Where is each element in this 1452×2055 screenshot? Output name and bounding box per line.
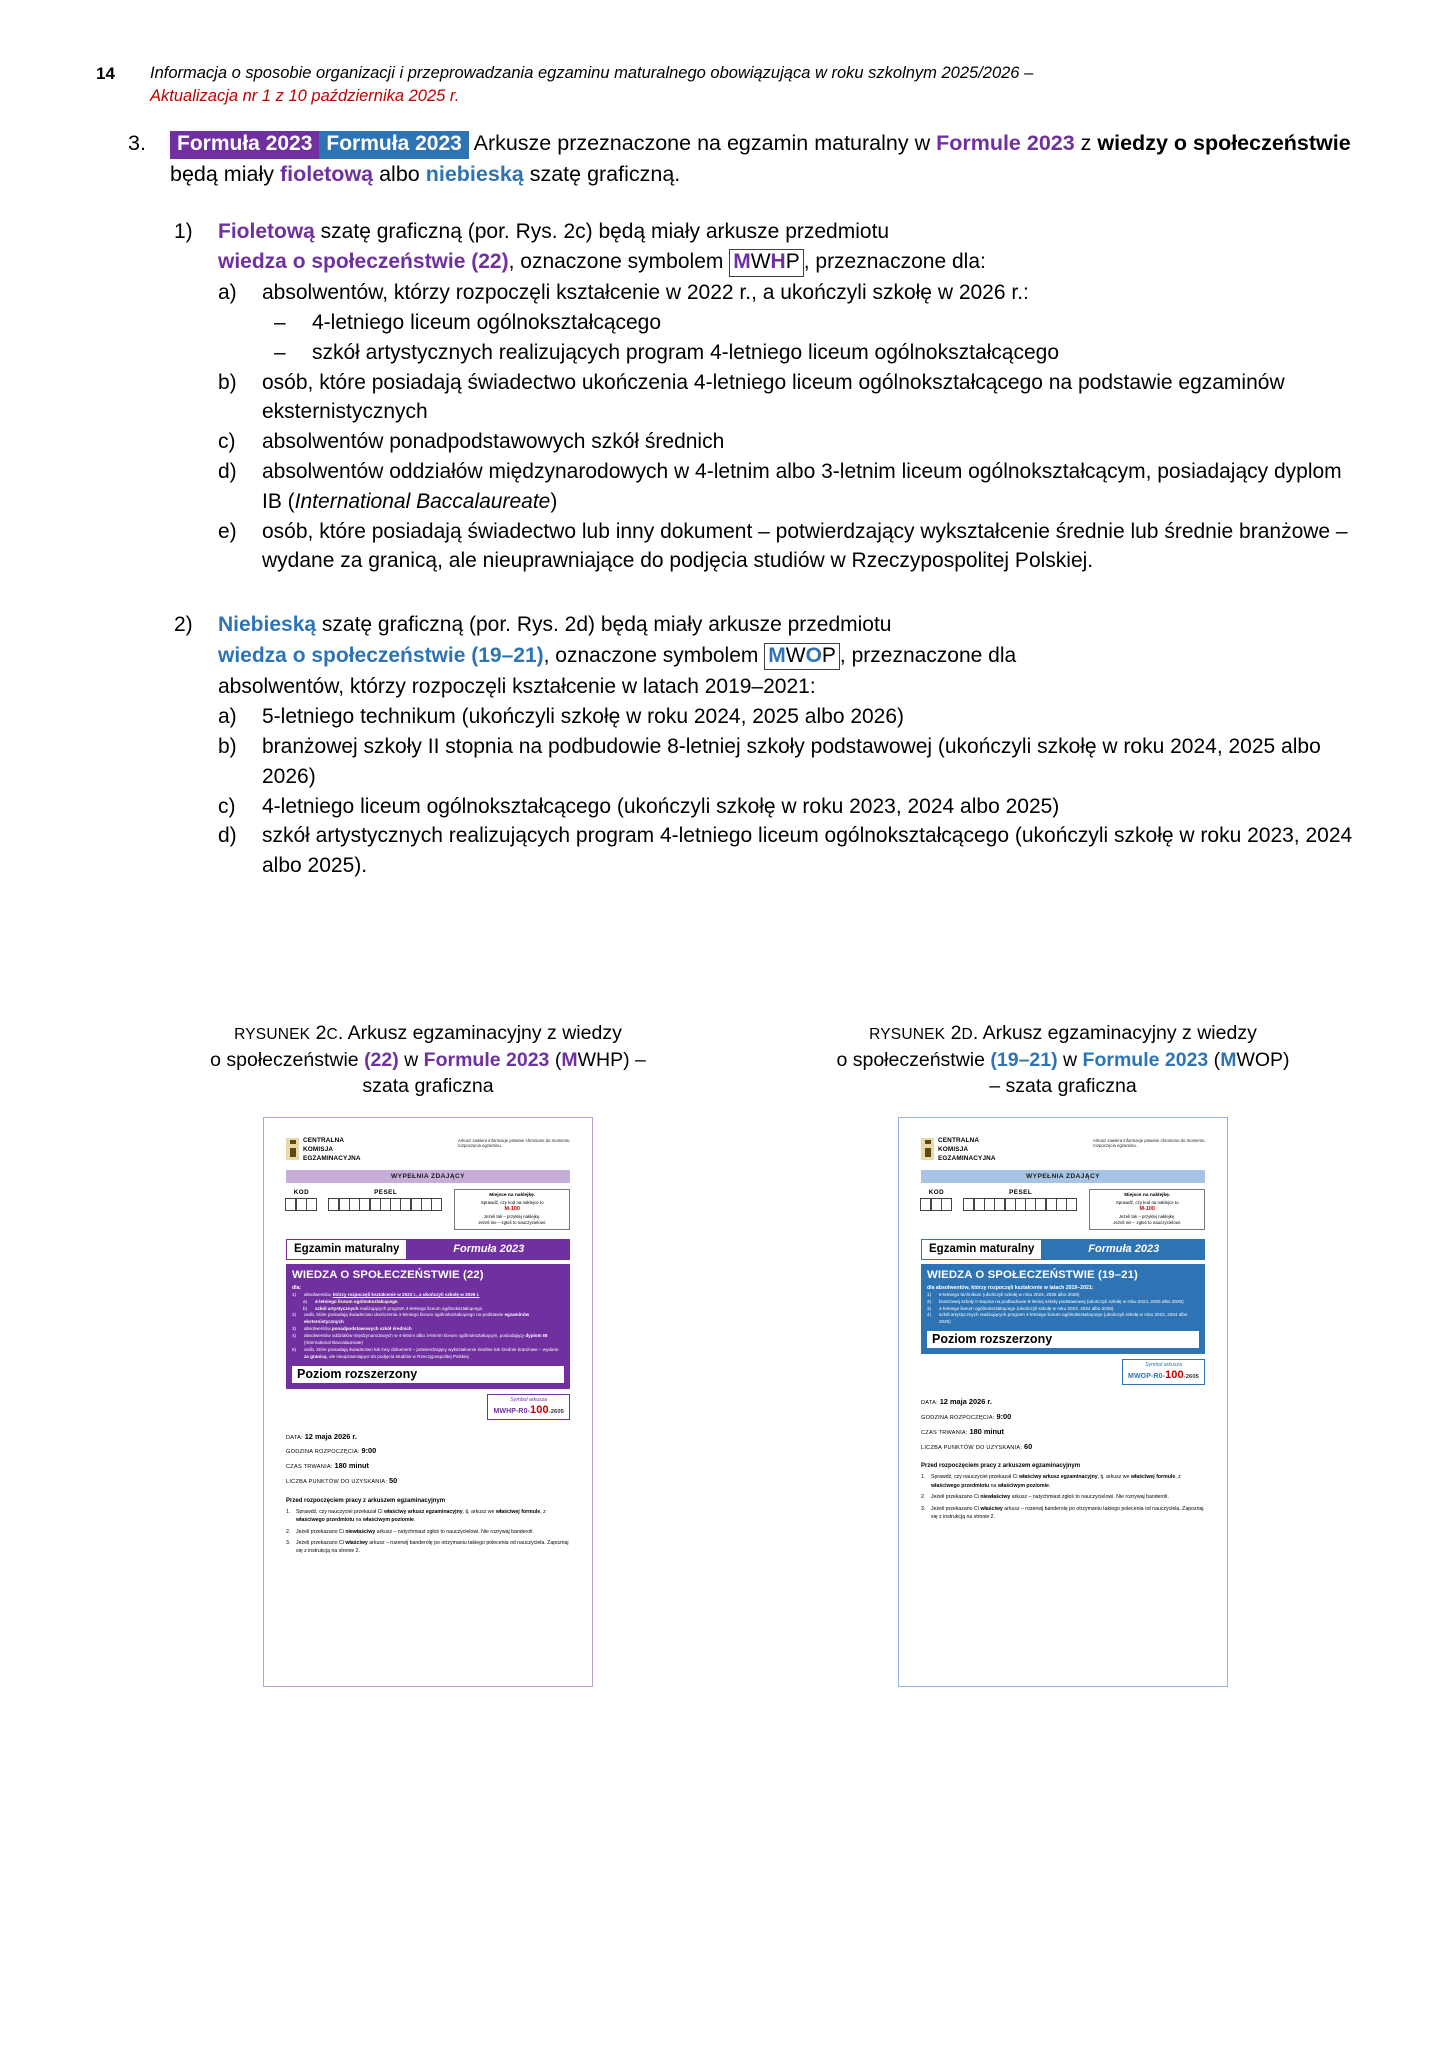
badge-formula-2023-blue: Formuła 2023: [319, 131, 468, 159]
sticker-code: M-100: [504, 1206, 520, 1213]
caption-line2-c: (: [1208, 1048, 1221, 1071]
sheet-subject-block: [921, 1264, 1205, 1354]
item3-subject: wiedzy o społeczeństwie: [1097, 131, 1351, 155]
caption-number-letter: D: [961, 1026, 973, 1043]
kod-boxes[interactable]: [921, 1198, 952, 1211]
instruction-text: Sprawdź, czy nauczyciel przekazał Ci właściwy arkusz egzaminacyjny, tj. arkusz we właściwej formule, z właściwego przedmiotu na właściwym poziomie.: [296, 1508, 546, 1523]
header-title-block: [150, 62, 1033, 109]
meta-row: [286, 1459, 570, 1474]
dash-marker: –: [274, 340, 286, 364]
sub1-l1: szatę graficzną (por. Rys. 2c) będą miały arkusze przedmiotu: [314, 219, 890, 243]
list-item-a-text: 5-letniego technikum (ukończyli szkołę w roku 2024, 2025 albo 2026): [262, 705, 905, 729]
cke-logo-icon: [921, 1138, 934, 1160]
caption-symbol-rest: WHP: [577, 1048, 624, 1071]
caption-formula: Formule 2023: [1082, 1048, 1209, 1071]
sticker-l3: Jeżeli nie – zgłoś to nauczycielowi.: [1113, 1220, 1182, 1226]
formula-label: Formuła 2023: [1042, 1239, 1205, 1260]
sheet-symbol-box: [487, 1394, 570, 1420]
list-marker: b): [218, 370, 237, 394]
sheet-kod-row: [921, 1189, 1205, 1230]
sheet-protection-note: Arkusz zawiera informacje prawnie chronione do momentu rozpoczęcia egzaminu.: [1093, 1137, 1205, 1149]
dash-item: [274, 338, 1353, 368]
symbol-letter-w: W: [785, 643, 806, 667]
instruction-text: Jeżeli przekazano Ci właściwy arkusz – rozerwij banderolę po otrzymaniu takiego polecenia od nauczyciela. Zapoznaj się z instrukcją na stronie 2.: [931, 1505, 1204, 1520]
list-item-2: [174, 610, 1353, 702]
list-item-d-text: [262, 457, 1353, 517]
meta-label: CZAS TRWANIA:: [286, 1464, 333, 1471]
subject-list-item: [292, 1306, 564, 1313]
meta-value: 12 maja 2026 r.: [939, 1397, 992, 1407]
exam-sheet-mwop: [898, 1117, 1228, 1687]
list-item-d: [218, 821, 1353, 881]
pesel-label: PESEL: [374, 1188, 398, 1196]
sticker-code: M-100: [1139, 1206, 1155, 1213]
cke-line2: KOMISJA: [303, 1145, 334, 1153]
symbol-letter-o: O: [805, 643, 822, 667]
subject-list-item: [292, 1292, 564, 1299]
kod-block: [286, 1189, 317, 1211]
figures-row: [128, 1020, 1363, 1687]
subject-list-text: absolwentów oddziałów międzynarodowych w 4-letnim albo 3-letnim liceum ogólnokształcącym, posiadający dyplom IB (International Baccalaureate): [304, 1333, 548, 1345]
kod-label: KOD: [293, 1188, 310, 1196]
poziom-label: Poziom rozszerzony: [292, 1366, 564, 1383]
subject-list: [927, 1292, 1199, 1326]
sub2-subject: wiedza o społeczeństwie (19–21): [218, 643, 544, 667]
instructions-list: [921, 1473, 1205, 1520]
subject-list-marker: 2): [927, 1298, 932, 1304]
caption-number: 2: [945, 1022, 962, 1044]
subject-list-text: szkół artystycznych realizujących program 4-letniego liceum ogólnokształcącego: [315, 1305, 483, 1311]
meta-value: 180 minut: [334, 1461, 369, 1471]
pesel-label: PESEL: [1009, 1188, 1033, 1196]
instruction-number: 2.: [921, 1494, 926, 1501]
subject-list-item: [292, 1299, 564, 1306]
instruction-item: [286, 1539, 570, 1555]
meta-row: [921, 1425, 1205, 1440]
subject-list-item: [292, 1333, 564, 1347]
subject-dla: dla absolwentów, którzy rozpoczęli kształcenie w latach 2019–2021:: [927, 1284, 1094, 1291]
pesel-boxes[interactable]: [964, 1198, 1077, 1211]
symbol-value: [493, 1404, 564, 1416]
sheet-protection-note: Arkusz zawiera informacje prawnie chronione do momentu rozpoczęcia egzaminu.: [458, 1137, 570, 1149]
sheet-instructions: [286, 1498, 570, 1555]
sheet-meta: [286, 1430, 570, 1489]
subject-list-marker: a): [303, 1298, 308, 1304]
list-item-b: [218, 368, 1353, 428]
subject-list-marker: 5): [292, 1346, 297, 1352]
symbol-letter-m: M: [768, 643, 786, 667]
subject-list-item: [927, 1312, 1199, 1326]
caption-symbol-rest: WOP: [1236, 1048, 1284, 1071]
sub2-l3: , przeznaczone dla: [839, 643, 1017, 667]
instructions-list: [286, 1508, 570, 1555]
content-body: [128, 128, 1353, 881]
caption-line2-b: w: [398, 1048, 424, 1071]
list-item-a-text: absolwentów, którzy rozpoczęli kształcenie w 2022 r., a ukończyli szkołę w 2026 r.:: [262, 281, 1029, 305]
list-item-b-text: osób, które posiadają świadectwo ukończenia 4-letniego liceum ogólnokształcącego na podstawie egzaminów eksternistycznych: [262, 370, 1285, 424]
item3-formule: Formule 2023: [936, 131, 1075, 155]
subject-list-marker: 1): [927, 1291, 932, 1297]
pesel-block: [329, 1189, 442, 1211]
cke-logo-icon: [286, 1138, 299, 1160]
meta-label: LICZBA PUNKTÓW DO UZYSKANIA:: [286, 1479, 388, 1486]
list-item-c: [218, 427, 1353, 457]
figure-2c: [128, 1020, 728, 1687]
subject-list-text: osób, które posiadają świadectwo ukończenia 4-letniego liceum ogólnokształcącego na podstawie egzaminów eksternistycznych: [304, 1312, 530, 1325]
cke-line1: CENTRALNA: [938, 1136, 980, 1144]
figure-2d: [763, 1020, 1363, 1687]
kod-block: [921, 1189, 952, 1211]
dash-item-text: szkół artystycznych realizujących program 4-letniego liceum ogólnokształcącego: [312, 340, 1060, 364]
list-item-d-lead: absolwentów oddziałów międzynarodowych w 4-letnim albo 3-letnim liceum ogólnokształcącym, posiadający dyplom IB (: [262, 459, 1342, 513]
caption-symbol-m: M: [561, 1048, 578, 1071]
caption-line2-a: o społeczeństwie: [210, 1048, 365, 1071]
caption-number-letter: C: [326, 1026, 338, 1043]
list-item-b-text: branżowej szkoły II stopnia na podbudowie 8-letniej szkoły podstawowej (ukończyli szkołę w roku 2024, 2025 albo 2026): [262, 734, 1321, 788]
sub1-subject: wiedza o społeczeństwie (22): [218, 250, 509, 274]
list-marker: d): [218, 824, 237, 848]
meta-row: [286, 1474, 570, 1489]
sub1-lead: Fioletową: [218, 219, 315, 243]
list-marker: 3.: [128, 131, 146, 155]
sticker-l2: Jeżeli tak – przyklej naklejkę.: [1118, 1213, 1176, 1219]
sub2-l4: absolwentów, którzy rozpoczęli kształcenie w latach 2019–2021:: [218, 674, 816, 698]
caption-symbol-m: M: [1220, 1048, 1237, 1071]
caption-line3: szata graficzna: [362, 1075, 494, 1098]
dash-item: [274, 308, 1353, 338]
meta-row: [921, 1395, 1205, 1410]
meta-label: DATA:: [286, 1434, 303, 1441]
caption-formula: Formule 2023: [423, 1048, 550, 1071]
subject-list-item: [927, 1292, 1199, 1299]
meta-row: [921, 1440, 1205, 1455]
list-item-c-text: 4-letniego liceum ogólnokształcącego (ukończyli szkołę w roku 2023, 2024 albo 2025): [262, 794, 1060, 818]
subject-list-item: [292, 1312, 564, 1326]
sheet-meta: [921, 1395, 1205, 1454]
sheet-symbol-box: [1122, 1359, 1205, 1385]
symbol-prefix: MWHP-R0-: [493, 1407, 531, 1415]
instruction-text: Jeżeli przekazano Ci właściwy arkusz – rozerwij banderolę po otrzymaniu takiego polecenia od nauczyciela. Zapoznaj się z instrukcją na stronie 2.: [296, 1540, 569, 1555]
list-item-d-text: szkół artystycznych realizujących program 4-letniego liceum ogólnokształcącego (ukończyli szkołę w roku 2023, 2024 albo 2025).: [262, 824, 1353, 878]
cke-logo-text: [938, 1136, 996, 1163]
symbol-big: 100: [1165, 1369, 1184, 1382]
meta-row: [286, 1430, 570, 1445]
subject-list-text: szkół artystycznych realizujących program 4-letniego liceum ogólnokształcącego (ukończyli szkołę w roku 2023, 2024 albo 2025): [939, 1312, 1188, 1325]
running-header: [96, 62, 1366, 109]
instruction-number: 1.: [921, 1474, 926, 1481]
sticker-l3: Jeżeli nie – zgłoś to nauczycielowi.: [478, 1220, 547, 1226]
subject-list-marker: 4): [927, 1312, 932, 1318]
subject-list-marker: b): [303, 1305, 308, 1311]
header-update: Aktualizacja nr 1 z 10 października 2025 r.: [150, 87, 460, 106]
sub2-lead: Niebieską: [218, 613, 317, 637]
meta-value: 180 minut: [969, 1426, 1004, 1436]
figure-2c-caption: [128, 1020, 728, 1100]
sheet-instructions: [921, 1463, 1205, 1520]
sticker-l2: Jeżeli tak – przyklej naklejkę.: [483, 1213, 541, 1219]
poziom-label: Poziom rozszerzony: [927, 1331, 1199, 1348]
list-item-1: [174, 217, 1353, 278]
symbol-big: 100: [530, 1403, 549, 1416]
subject-title: WIEDZA O SPOŁECZEŃSTWIE (19–21): [927, 1268, 1138, 1281]
symbol-caption: Symbol arkusza: [510, 1396, 548, 1403]
sub2-l2: , oznaczone symbolem: [543, 643, 765, 667]
sticker-area: [1089, 1189, 1205, 1230]
instructions-heading: Przed rozpoczęciem pracy z arkuszem egzaminacyjnym: [921, 1463, 1081, 1470]
instructions-heading: Przed rozpoczęciem pracy z arkuszem egzaminacyjnym: [286, 1497, 446, 1504]
sheet-header: [921, 1136, 1205, 1163]
sublist-2: [174, 610, 1353, 881]
cke-line1: CENTRALNA: [303, 1136, 345, 1144]
subject-list-item: [292, 1347, 564, 1361]
list-item-d-italic: International Baccalaureate: [294, 489, 551, 513]
symbol-mwop: [764, 643, 840, 670]
caption-code: (19–21): [990, 1048, 1058, 1071]
exam-title: Egzamin maturalny: [286, 1239, 407, 1260]
subject-list-item: [927, 1306, 1199, 1313]
symbol-letter-m: M: [733, 250, 751, 274]
list-item-1-text: [218, 217, 1353, 278]
caption-line2-d: ) –: [623, 1048, 646, 1071]
subject-list-text: 4-letniego liceum ogólnokształcącego (ukończyli szkołę w roku 2023, 2024 albo 2025): [939, 1305, 1114, 1311]
list-item-c: [218, 792, 1353, 822]
meta-value: 60: [1023, 1441, 1033, 1451]
dash-marker: –: [274, 310, 286, 334]
instruction-item: [286, 1528, 570, 1536]
exam-sheet-mwhp: [263, 1117, 593, 1687]
sheet-subject-block: [286, 1264, 570, 1389]
instruction-item: [921, 1473, 1205, 1489]
meta-row: [286, 1444, 570, 1459]
caption-line2-c: (: [549, 1048, 562, 1071]
list-marker: c): [218, 794, 236, 818]
symbol-value: [1128, 1369, 1199, 1381]
subject-list-marker: 3): [292, 1326, 297, 1332]
subject-list-item: [292, 1326, 564, 1333]
symbol-tail: -2605: [548, 1408, 564, 1415]
item3-violet-word: fioletową: [279, 162, 374, 187]
meta-label: GODZINA ROZPOCZĘCIA:: [921, 1415, 995, 1421]
symbol-letter-w: W: [750, 250, 771, 274]
list-item-3-text: [170, 128, 1353, 191]
caption-line2-d: ): [1283, 1048, 1290, 1071]
meta-value: 9:00: [361, 1446, 377, 1456]
subject-dla: dla:: [292, 1284, 302, 1291]
subject-list-marker: 2): [292, 1312, 297, 1318]
meta-label: CZAS TRWANIA:: [921, 1429, 968, 1436]
subject-list-text: absolwentów ponadpodstawowych szkół średnich: [304, 1326, 412, 1332]
list-marker: 2): [174, 613, 193, 637]
cke-line3: EGZAMINACYJNA: [938, 1154, 996, 1162]
caption-line2-b: w: [1057, 1048, 1083, 1071]
exam-title: Egzamin maturalny: [921, 1239, 1042, 1260]
symbol-wrap: [921, 1359, 1205, 1385]
list-item-a: [218, 278, 1353, 308]
cke-line3: EGZAMINACYJNA: [303, 1154, 361, 1162]
sheet-title-row: [286, 1239, 570, 1260]
item3-t3: będą miały: [170, 162, 280, 187]
cke-logo: [921, 1136, 996, 1163]
sticker-l1: Sprawdź, czy kod na naklejce to: [1115, 1199, 1179, 1205]
list-item-e-text: osób, które posiadają świadectwo lub inny dokument – potwierdzający wykształcenie średnie lub średnie branżowe – wydane za granicą, ale nieuprawniające do podjęcia studiów w Rzeczypospolitej Polskiej.: [262, 519, 1348, 573]
formula-label: Formuła 2023: [407, 1239, 570, 1260]
list-item-2-text: [218, 610, 1353, 702]
subject-title: WIEDZA O SPOŁECZEŃSTWIE (22): [292, 1268, 484, 1281]
subject-list-text: osób, które posiadają świadectwo lub inny dokument – potwierdzający wykształcenie średnie lub średnie branżowe – wydane za granicą, ale nieuprawniające do podjęcia studiów w Rzeczypospolitej Polskiej: [304, 1346, 559, 1359]
subject-list-marker: 3): [927, 1305, 932, 1311]
sticker-head: Miejsce na naklejkę.: [1124, 1192, 1171, 1198]
list-item-3: [128, 128, 1353, 191]
sticker-head: Miejsce na naklejkę.: [489, 1192, 536, 1198]
item3-t2: z: [1074, 131, 1098, 155]
kod-label: KOD: [928, 1188, 945, 1196]
instruction-number: 3.: [921, 1505, 926, 1512]
instruction-text: Sprawdź, czy nauczyciel przekazał Ci właściwy arkusz egzaminacyjny, tj. arkusz we właściwej formule, z właściwego przedmiotu na właściwym poziomie.: [931, 1474, 1181, 1489]
cke-line2: KOMISJA: [938, 1145, 969, 1153]
sub1-l2: , oznaczone symbolem: [508, 250, 730, 274]
caption-line1-tail: . Arkusz egzaminacyjny z wiedzy: [972, 1022, 1257, 1044]
instruction-item: [921, 1493, 1205, 1501]
subject-list-marker: 4): [292, 1333, 297, 1339]
sheet-band-wypelnia: WYPEŁNIA ZDAJĄCY: [921, 1170, 1205, 1183]
meta-value: 12 maja 2026 r.: [304, 1431, 357, 1441]
meta-label: DATA:: [921, 1400, 938, 1407]
subject-list-text: branżowej szkoły II stopnia na podbudowie 8-letniej szkoły podstawowej (ukończyli szkołę w roku 2024, 2025 albo 2026): [939, 1298, 1184, 1304]
meta-value: 9:00: [996, 1412, 1012, 1421]
item3-blue-word: niebieską: [425, 162, 524, 187]
sublist-1-abc: [218, 278, 1353, 576]
list-marker: c): [218, 430, 236, 454]
meta-row: [921, 1410, 1205, 1425]
meta-label: LICZBA PUNKTÓW DO UZYSKANIA:: [921, 1444, 1023, 1451]
subject-list-item: [927, 1299, 1199, 1306]
cke-logo-text: [303, 1136, 361, 1163]
instruction-number: 3.: [286, 1540, 291, 1547]
instruction-item: [286, 1508, 570, 1524]
symbol-caption: Symbol arkusza: [1145, 1362, 1182, 1369]
sheet-band-wypelnia: WYPEŁNIA ZDAJĄCY: [286, 1170, 570, 1183]
meta-value: 50: [388, 1476, 398, 1486]
badge-formula-2023-violet: Formuła 2023: [170, 131, 319, 159]
symbol-wrap: [286, 1394, 570, 1420]
list-item-d: [218, 457, 1353, 517]
item3-t1: Arkusze przeznaczone na egzamin maturalny w: [468, 131, 937, 155]
instruction-text: Jeżeli przekazano Ci niewłaściwy arkusz – natychmiast zgłoś to nauczycielowi. Nie rozrywaj banderoli.: [296, 1528, 534, 1535]
subject-list-text: 5-letniego technikum (ukończyli szkołę w roku 2024, 2025 albo 2026): [939, 1291, 1080, 1297]
sticker-area: [454, 1189, 570, 1230]
caption-line1-tail: . Arkusz egzaminacyjny z wiedzy: [337, 1022, 622, 1044]
cke-logo: [286, 1136, 361, 1163]
sheet-kod-row: [286, 1189, 570, 1230]
sublist-1: [174, 217, 1353, 576]
symbol-mwhp: [729, 249, 804, 276]
sub2-l1: szatę graficzną (por. Rys. 2d) będą miały arkusze przedmiotu: [316, 613, 892, 637]
item3-t4: albo: [373, 162, 426, 187]
kod-boxes[interactable]: [286, 1198, 317, 1211]
list-marker: a): [218, 281, 237, 305]
list-marker: b): [218, 734, 237, 758]
subject-list: [292, 1292, 564, 1361]
sublist-2-abc: [218, 702, 1353, 881]
sub1-l3: , przeznaczone dla:: [803, 250, 986, 274]
list-item-b: [218, 732, 1353, 792]
caption-smallcap-r: R: [234, 1026, 246, 1043]
instruction-text: Jeżeli przekazano Ci niewłaściwy arkusz – natychmiast zgłoś to nauczycielowi. Nie rozrywaj banderoli.: [931, 1494, 1169, 1501]
sheet-title-row: [921, 1239, 1205, 1260]
header-title: Informacja o sposobie organizacji i przeprowadzania egzaminu maturalnego obowiązująca w roku szkolnym 2025/2026 –: [150, 64, 1034, 82]
instruction-number: 2.: [286, 1528, 291, 1535]
figure-2d-caption: [763, 1020, 1363, 1100]
caption-smallcap-rest: YSUNEK: [245, 1026, 311, 1043]
pesel-block: [964, 1189, 1077, 1211]
instruction-item: [921, 1505, 1205, 1521]
caption-smallcap-rest: YSUNEK: [880, 1026, 946, 1043]
list-item-d-tail: ): [550, 489, 558, 513]
sheet-header: [286, 1136, 570, 1163]
subject-list-text: absolwentów, którzy rozpoczęli kształcenie w 2022 r., a ukończyli szkołę w 2026 r.: [304, 1291, 480, 1297]
meta-label: GODZINA ROZPOCZĘCIA:: [286, 1449, 360, 1456]
pesel-boxes[interactable]: [329, 1198, 442, 1211]
caption-number: 2: [310, 1022, 327, 1044]
page-number: 14: [96, 64, 115, 83]
caption-line2-a: o społeczeństwie: [836, 1048, 991, 1071]
sticker-l1: Sprawdź, czy kod na naklejce to: [480, 1199, 544, 1205]
symbol-tail: -2605: [1183, 1374, 1199, 1381]
list-marker: d): [218, 459, 237, 483]
dash-list-a: [274, 308, 1353, 368]
subject-list-marker: 1): [292, 1291, 297, 1297]
caption-smallcap-r: R: [869, 1026, 881, 1043]
list-item-e: [218, 517, 1353, 577]
dash-item-text: 4-letniego liceum ogólnokształcącego: [312, 310, 662, 334]
caption-line3: – szata graficzna: [989, 1075, 1137, 1098]
symbol-letter-p: P: [785, 250, 800, 274]
symbol-prefix: MWOP-R0-: [1128, 1373, 1166, 1381]
list-marker: e): [218, 519, 237, 543]
subject-list-text: 4-letniego liceum ogólnokształcącego: [315, 1298, 398, 1304]
list-marker: a): [218, 705, 237, 729]
list-item-c-text: absolwentów ponadpodstawowych szkół średnich: [262, 430, 725, 454]
symbol-letter-p: P: [821, 643, 836, 667]
list-marker: 1): [174, 219, 193, 243]
item3-t5: szatę graficzną.: [523, 162, 681, 187]
instruction-number: 1.: [286, 1508, 291, 1515]
list-item-a: [218, 702, 1353, 732]
symbol-letter-h: H: [770, 250, 786, 274]
caption-code: (22): [364, 1048, 399, 1071]
